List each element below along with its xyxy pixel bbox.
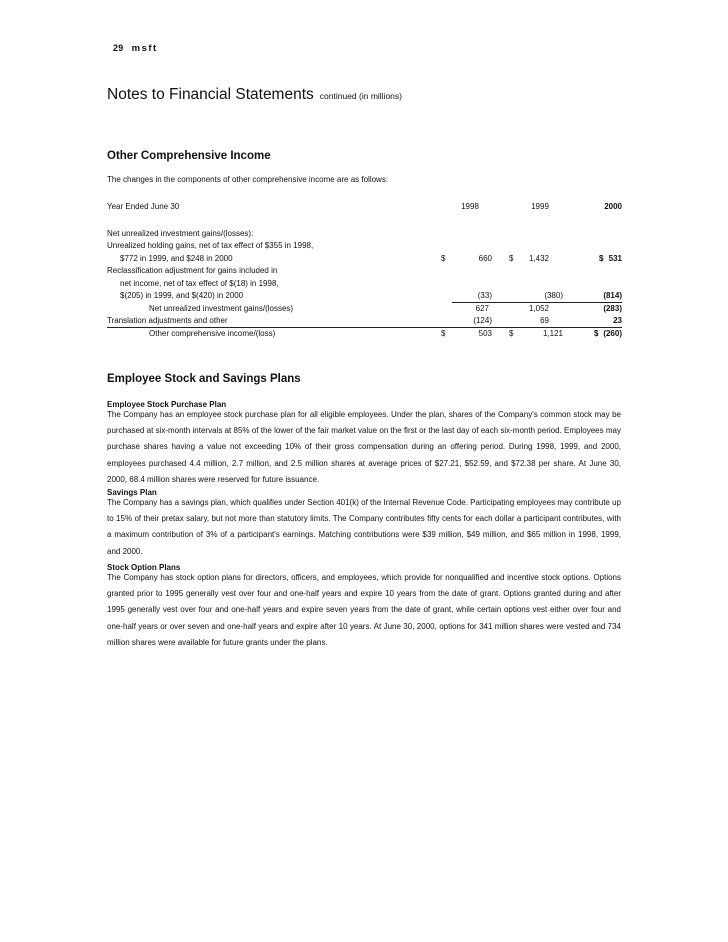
table-row bbox=[107, 265, 622, 278]
cell-2000: (260) bbox=[603, 328, 622, 338]
oci-table bbox=[107, 201, 622, 340]
row-label: Net unrealized investment gains/(losses): bbox=[107, 228, 254, 238]
currency-symbol: $ bbox=[599, 253, 604, 263]
table-row bbox=[107, 303, 622, 316]
brand-mark: msft bbox=[131, 43, 158, 54]
year-ended-header: Year Ended June 30 bbox=[107, 202, 180, 211]
currency-symbol: $ bbox=[441, 253, 446, 263]
table-row bbox=[107, 315, 622, 328]
table-row bbox=[107, 228, 622, 241]
row-label: $772 in 1999, and $248 in 2000 bbox=[120, 253, 233, 263]
stock-option-title: Stock Option Plans bbox=[107, 563, 181, 572]
espp-paragraph: The Company has an employee stock purchase plan for all eligible employees. Under the plan, shares of the Company's common stock may be purchased at six-month intervals at 85% of the lower of the fair market value on the first or the last day of each six-month period. Employees may purchase shares having a value not exceeding 10% of their gross compensation during an offering period. During 1998, 1999, and 2000, employees purchased 4.4 million, 2.7 million, and 2.5 million shares at average prices of $27.21, $52.59, and $72.38 per share. At June 30, 2000, 68.4 million shares were reserved for future issuance. bbox=[107, 410, 621, 484]
currency-symbol: $ bbox=[509, 253, 514, 263]
page-title-sub: continued (in millions) bbox=[319, 91, 402, 101]
cell-1998: (124) bbox=[473, 316, 492, 325]
row-label: Other comprehensive income/(loss) bbox=[149, 328, 276, 338]
row-label: Net unrealized investment gains/(losses) bbox=[149, 303, 294, 313]
page-title-main: Notes to Financial Statements bbox=[107, 86, 314, 103]
table-header-row bbox=[107, 201, 622, 214]
row-label: $(205) in 1999, and $(420) in 2000 bbox=[120, 291, 244, 300]
cell-1998: (33) bbox=[477, 291, 492, 300]
currency-symbol: $ bbox=[441, 328, 446, 338]
table-row bbox=[107, 290, 622, 303]
table-row bbox=[107, 278, 622, 291]
cell-2000: 23 bbox=[613, 316, 622, 325]
cell-1999: 1,121 bbox=[542, 328, 563, 338]
year-header-1999: 1999 bbox=[531, 202, 549, 211]
cell-1998: 627 bbox=[475, 303, 489, 313]
table-row bbox=[107, 240, 622, 253]
cell-1998: 503 bbox=[478, 328, 492, 338]
row-label: Unrealized holding gains, net of tax effect of $355 in 1998, bbox=[107, 241, 314, 250]
oci-heading: Other Comprehensive Income bbox=[107, 150, 271, 162]
currency-symbol: $ bbox=[509, 328, 514, 338]
cell-2000: 531 bbox=[608, 253, 622, 263]
stock-option-paragraph: The Company has stock option plans for directors, officers, and employees, which provide for nonqualified and incentive stock options. Options granted prior to 1995 generally vest over four and one-half years and expire 10 years from the date of grant. Options granted during and after 1995 generally vest over four and one-half years and expire seven years from the date of grant, while certain options vest either over four and one-half years or over seven and one-half years and expire after 10 years. At June 30, 2000, options for 341 million shares were vested and 734 million shares were available for future grants under the plans. bbox=[107, 573, 621, 647]
cell-2000: (283) bbox=[603, 303, 622, 313]
savings-plan-title: Savings Plan bbox=[107, 488, 157, 497]
year-header-2000: 2000 bbox=[604, 202, 622, 211]
cell-1999: 1,432 bbox=[528, 253, 549, 263]
page-header bbox=[113, 43, 158, 54]
page-number: 29 bbox=[113, 43, 124, 53]
row-label: Reclassification adjustment for gains included in bbox=[107, 266, 278, 275]
cell-2000: (814) bbox=[603, 291, 622, 300]
espp-title: Employee Stock Purchase Plan bbox=[107, 400, 227, 409]
table-row bbox=[107, 253, 622, 266]
currency-symbol: $ bbox=[594, 328, 599, 338]
year-header-1998: 1998 bbox=[461, 202, 479, 211]
table-row bbox=[107, 328, 622, 341]
plans-heading: Employee Stock and Savings Plans bbox=[107, 373, 301, 385]
row-label: Translation adjustments and other bbox=[107, 316, 228, 325]
cell-1999: 1,052 bbox=[528, 303, 549, 313]
page-title bbox=[107, 86, 402, 104]
cell-1999: (380) bbox=[544, 291, 563, 300]
row-label: net income, net of tax effect of $(18) in 1998, bbox=[120, 278, 279, 288]
oci-intro: The changes in the components of other comprehensive income are as follows: bbox=[107, 175, 389, 184]
savings-plan-paragraph: The Company has a savings plan, which qualifies under Section 401(k) of the Internal Revenue Code. Participating employees may contribute up to 15% of their pretax salary, but not more than statutory limits. The Company contributes fifty cents for each dollar a participant contributes, with a maximum contribution of 3% of a participant's earnings. Matching contributions were $39 million, $49 million, and $65 million in 1998, 1999, and 2000. bbox=[107, 498, 621, 556]
cell-1999: 69 bbox=[540, 316, 549, 325]
cell-1998: 660 bbox=[478, 253, 492, 263]
